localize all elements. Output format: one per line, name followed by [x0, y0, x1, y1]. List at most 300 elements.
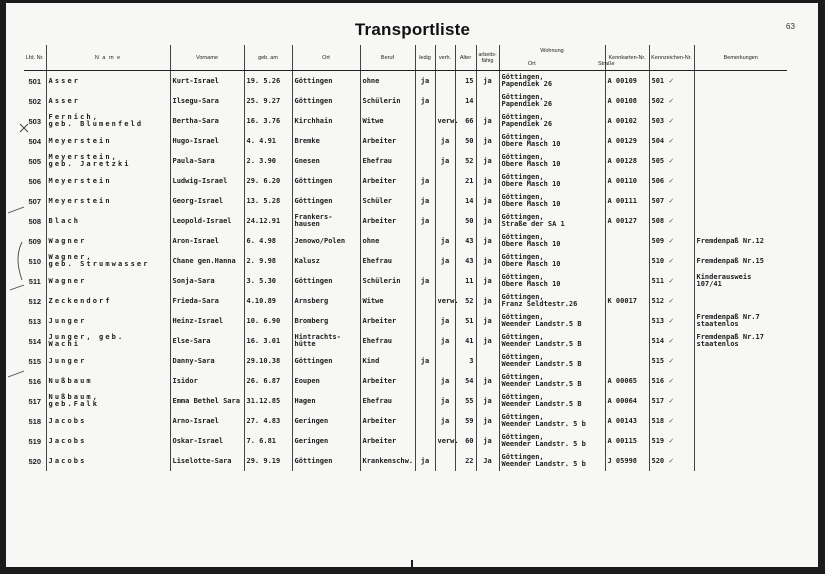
row-vorname: Kurt-Israel: [172, 76, 219, 85]
page-number: 63: [786, 22, 795, 31]
row-alter: 43: [465, 236, 474, 245]
row-verh: verw.: [437, 436, 459, 445]
row-geb-am: 29. 6.20: [246, 176, 281, 185]
row-number: 505: [28, 156, 41, 166]
row-wohnung: Göttingen,: [501, 132, 544, 141]
row-beruf: Arbeiter: [362, 176, 397, 185]
row-arbeitsfaehig: ja: [483, 136, 492, 145]
row-kennkarte: A 00109: [607, 76, 638, 85]
row-wohnung: Göttingen,: [501, 192, 544, 201]
row-wohnung: Göttingen,: [501, 172, 544, 181]
row-arbeitsfaehig: ja: [483, 436, 492, 445]
row-arbeitsfaehig: Ja: [483, 456, 492, 465]
table-row: [24, 371, 787, 391]
row-ort: Bremke: [294, 136, 320, 145]
header-verh: verh.: [435, 45, 455, 71]
row-number: 507: [28, 196, 41, 206]
row-geb-am: 2. 3.90: [246, 156, 277, 165]
row-verh: ja: [440, 376, 450, 385]
table-row: [24, 71, 787, 92]
row-kennzeichen: 520: [651, 456, 665, 465]
row-number: 510: [28, 256, 41, 266]
row-vorname: Georg-Israel: [172, 196, 224, 205]
row-wohnung-line2: Straße der SA 1: [501, 220, 565, 228]
row-alter: 52: [465, 296, 474, 305]
row-alter: 22: [465, 456, 474, 465]
row-verh: verw.: [437, 296, 459, 305]
row-geb-am: 6. 4.98: [246, 236, 277, 245]
row-ort-line2: hausen: [294, 220, 320, 228]
row-ort: Gnesen: [294, 156, 320, 165]
row-beruf: Arbeiter: [362, 136, 397, 145]
row-vorname: Bertha-Sara: [172, 116, 219, 125]
row-bemerkung: Kinderausweis: [696, 272, 752, 281]
row-number: 509: [28, 236, 41, 246]
row-beruf: ohne: [362, 236, 380, 245]
row-geb-am: 4. 4.91: [246, 136, 277, 145]
row-verh: ja: [440, 156, 450, 165]
row-wohnung: Göttingen,: [501, 152, 544, 161]
row-ledig: ja: [420, 216, 430, 225]
row-wohnung-line2: Weender Landstr. 5 b: [501, 460, 586, 468]
header-wohnung-ort: Ort: [528, 61, 536, 67]
header-name: N a m e: [46, 45, 170, 71]
scan-edge-top: [0, 0, 825, 3]
row-geb-am: 29.10.38: [246, 356, 281, 365]
row-verh: ja: [440, 336, 450, 345]
row-wohnung: Göttingen,: [501, 292, 544, 301]
row-vorname: Ludwig-Israel: [172, 176, 228, 185]
row-wohnung-line2: Weender Landstr.5 B: [501, 360, 582, 368]
row-kennzeichen: 515: [651, 356, 665, 365]
row-name-line2: geb. Blumenfeld: [48, 120, 144, 128]
table-row: [24, 111, 787, 131]
row-arbeitsfaehig: ja: [483, 156, 492, 165]
check-mark-icon: ✓: [668, 76, 675, 85]
row-name-line2: geb. Jaretzki: [48, 160, 131, 168]
row-ort: Göttingen: [294, 176, 333, 185]
table-row: [24, 431, 787, 451]
header-vorname: Vorname: [170, 45, 244, 71]
row-alter: 55: [465, 396, 474, 405]
row-beruf: Ehefrau: [362, 156, 393, 165]
row-number: 508: [28, 216, 41, 226]
row-kennzeichen: 501: [651, 76, 665, 85]
row-ort: Göttingen: [294, 276, 333, 285]
row-vorname: Sonja-Sara: [172, 276, 215, 285]
row-wohnung: Göttingen,: [501, 332, 544, 341]
row-name-line2: geb.Falk: [48, 400, 100, 408]
row-arbeitsfaehig: ja: [483, 416, 492, 425]
row-ort: Göttingen: [294, 76, 333, 85]
header-geb-am: geb. am: [244, 45, 292, 71]
row-kennzeichen: 502: [651, 96, 665, 105]
row-vorname: Emma Bethel Sara: [172, 396, 240, 405]
row-name: Wagner: [48, 276, 87, 285]
row-geb-am: 25. 9.27: [246, 96, 281, 105]
table-row: [24, 191, 787, 211]
row-wohnung: Göttingen,: [501, 392, 544, 401]
row-vorname: Heinz-Israel: [172, 316, 224, 325]
row-alter: 21: [465, 176, 474, 185]
header-kennkarten: Kennkarten-Nr.: [605, 45, 649, 71]
row-wohnung: Göttingen,: [501, 212, 544, 221]
row-arbeitsfaehig: ja: [483, 336, 492, 345]
row-verh: verw.: [437, 116, 459, 125]
row-vorname: Paula-Sara: [172, 156, 215, 165]
row-wohnung: Göttingen,: [501, 432, 544, 441]
row-kennzeichen: 518: [651, 416, 665, 425]
check-mark-icon: ✓: [668, 176, 675, 185]
row-kennzeichen: 505: [651, 156, 665, 165]
row-number: 503: [28, 116, 41, 126]
row-ledig: ja: [420, 196, 430, 205]
check-mark-icon: ✓: [668, 316, 675, 325]
row-ort: Geringen: [294, 416, 329, 425]
row-ledig: ja: [420, 356, 430, 365]
row-name: Wagner: [48, 236, 87, 245]
row-wohnung: Göttingen,: [501, 252, 544, 261]
row-beruf: Witwe: [362, 116, 384, 125]
row-kennkarte: A 00115: [607, 436, 638, 445]
row-geb-am: 13. 5.28: [246, 196, 281, 205]
row-name: Wagner,: [48, 252, 93, 261]
row-bemerkung: Fremdenpaß Nr.12: [696, 236, 764, 245]
row-arbeitsfaehig: ja: [483, 256, 492, 265]
row-bemerkung: Fremdenpaß Nr.17: [696, 332, 764, 341]
row-geb-am: 27. 4.83: [246, 416, 281, 425]
row-wohnung: Göttingen,: [501, 452, 544, 461]
row-ort: Göttingen: [294, 456, 333, 465]
row-vorname: Else-Sara: [172, 336, 211, 345]
row-wohnung-line2: Obere Masch 10: [501, 280, 561, 288]
row-vorname: Isidor: [172, 376, 198, 385]
row-verh: ja: [440, 136, 450, 145]
check-mark-icon: ✓: [668, 156, 675, 165]
row-ledig: ja: [420, 176, 430, 185]
row-kennkarte: A 00110: [607, 176, 638, 185]
check-mark-icon: ✓: [668, 376, 675, 385]
table-body: [24, 71, 787, 472]
row-arbeitsfaehig: ja: [483, 76, 492, 85]
row-wohnung: Göttingen,: [501, 372, 544, 381]
row-arbeitsfaehig: ja: [483, 216, 492, 225]
row-ort: Jenowo/Polen: [294, 236, 346, 245]
row-name: Fernich,: [48, 112, 100, 121]
row-wohnung: Göttingen,: [501, 412, 544, 421]
row-kennzeichen: 510: [651, 256, 665, 265]
row-name: Jacobs: [48, 436, 87, 445]
row-name: Jacobs: [48, 416, 87, 425]
table-row: [24, 411, 787, 431]
row-kennzeichen: 516: [651, 376, 665, 385]
check-mark-icon: ✓: [668, 196, 675, 205]
row-name-line2: Wachi: [48, 340, 81, 348]
row-kennzeichen: 508: [651, 216, 665, 225]
row-alter: 51: [465, 316, 474, 325]
row-arbeitsfaehig: ja: [483, 176, 492, 185]
row-wohnung-line2: Papendiek 26: [501, 120, 553, 128]
row-geb-am: 26. 6.87: [246, 376, 281, 385]
row-beruf: Ehefrau: [362, 396, 393, 405]
row-kennkarte: A 00108: [607, 96, 638, 105]
row-ledig: ja: [420, 456, 430, 465]
dash-mark-515: [8, 371, 24, 377]
header-kennzeichen: Kennzeichen-Nr.: [649, 45, 694, 71]
table-row: [24, 351, 787, 371]
row-bemerkung-line2: staatenlos: [696, 340, 739, 348]
row-arbeitsfaehig: ja: [483, 316, 492, 325]
header-wohnung-strasse: Straße: [598, 61, 615, 67]
row-verh: ja: [440, 416, 450, 425]
row-ort: Bromberg: [294, 316, 329, 325]
row-arbeitsfaehig: ja: [483, 116, 492, 125]
row-beruf: Kind: [362, 356, 380, 365]
table-row: [24, 231, 787, 251]
row-wohnung-line2: Franz Seldtestr.26: [501, 300, 578, 308]
row-number: 515: [28, 356, 41, 366]
row-name: Junger: [48, 316, 87, 325]
table-row: [24, 131, 787, 151]
table-row: [24, 451, 787, 471]
row-number: 519: [28, 436, 41, 446]
row-number: 506: [28, 176, 41, 186]
row-beruf: Schülerin: [362, 276, 401, 285]
row-arbeitsfaehig: ja: [483, 236, 492, 245]
row-alter: 14: [465, 196, 474, 205]
table-row: [24, 331, 787, 351]
row-ort: Kirchhain: [294, 116, 333, 125]
row-verh: ja: [440, 236, 450, 245]
row-alter: 3: [469, 356, 474, 365]
row-number: 516: [28, 376, 41, 386]
table-header-row: [24, 45, 787, 71]
row-name: Asser: [48, 76, 81, 85]
row-number: 517: [28, 396, 41, 406]
table-row: [24, 251, 787, 271]
row-name: Meyerstein,: [48, 152, 118, 161]
check-mark-icon: ✓: [668, 356, 675, 365]
check-mark-icon: ✓: [668, 436, 675, 445]
check-mark-icon: ✓: [668, 396, 675, 405]
row-geb-am: 3. 5.30: [246, 276, 277, 285]
row-geb-am: 24.12.91: [246, 216, 281, 225]
row-kennzeichen: 511: [651, 276, 665, 285]
row-arbeitsfaehig: ja: [483, 376, 492, 385]
row-geb-am: 7. 6.81: [246, 436, 277, 445]
row-geb-am: 16. 3.76: [246, 116, 281, 125]
row-ort: Kalusz: [294, 256, 320, 265]
row-ort: Eoupen: [294, 376, 320, 385]
row-beruf: ohne: [362, 76, 380, 85]
row-kennkarte: A 00127: [607, 216, 638, 225]
row-vorname: Hugo-Israel: [172, 136, 219, 145]
row-wohnung-line2: Weender Landstr.5 B: [501, 320, 582, 328]
row-alter: 11: [465, 276, 474, 285]
row-wohnung-line2: Papendiek 26: [501, 80, 553, 88]
row-name-line2: geb. Strumwasser: [48, 260, 150, 268]
row-beruf: Ehefrau: [362, 256, 393, 265]
row-number: 504: [28, 136, 41, 146]
header-arbeitsfaehig: arbeits- fähig: [476, 45, 499, 71]
row-beruf: Schülerin: [362, 96, 401, 105]
row-name: Nußbaum: [48, 376, 93, 385]
row-wohnung-line2: Obere Masch 10: [501, 180, 561, 188]
row-kennkarte: A 00129: [607, 136, 638, 145]
table-row: [24, 91, 787, 111]
row-alter: 15: [465, 76, 474, 85]
row-bemerkung: Fremdenpaß Nr.7: [696, 312, 760, 321]
dash-mark-511: [10, 285, 24, 290]
header-wohnung: [499, 45, 605, 71]
row-wohnung-line2: Weender Landstr. 5 b: [501, 440, 586, 448]
check-mark-icon: ✓: [668, 216, 675, 225]
row-alter: 50: [465, 216, 474, 225]
row-wohnung: Göttingen,: [501, 92, 544, 101]
row-bemerkung: Fremdenpaß Nr.15: [696, 256, 764, 265]
row-arbeitsfaehig: ja: [483, 396, 492, 405]
row-wohnung: Göttingen,: [501, 352, 544, 361]
table-row: [24, 211, 787, 231]
row-vorname: Arno-Israel: [172, 416, 219, 425]
row-alter: 41: [465, 336, 474, 345]
header-lfd: Lfd. Nr.: [24, 45, 46, 71]
row-kennzeichen: 519: [651, 436, 665, 445]
row-arbeitsfaehig: ja: [483, 276, 492, 285]
scan-edge-right: [818, 0, 825, 574]
row-kennzeichen: 507: [651, 196, 665, 205]
row-ort-line2: hütte: [294, 340, 316, 348]
row-beruf: Arbeiter: [362, 216, 397, 225]
header-wohnung-label: Wohnung: [540, 48, 564, 54]
check-mark-icon: ✓: [668, 256, 675, 265]
row-wohnung: Göttingen,: [501, 232, 544, 241]
row-name: Jacobs: [48, 456, 87, 465]
row-number: 514: [28, 336, 41, 346]
check-mark-icon: ✓: [668, 296, 675, 305]
row-kennkarte: A 00064: [607, 396, 638, 405]
row-geb-am: 29. 9.19: [246, 456, 281, 465]
row-beruf: Witwe: [362, 296, 384, 305]
row-alter: 54: [465, 376, 474, 385]
row-kennzeichen: 506: [651, 176, 665, 185]
row-alter: 52: [465, 156, 474, 165]
row-kennzeichen: 512: [651, 296, 665, 305]
row-kennzeichen: 514: [651, 336, 665, 345]
row-kennkarte: A 00128: [607, 156, 638, 165]
row-ort: Göttingen: [294, 356, 333, 365]
row-wohnung-line2: Weender Landstr.5 B: [501, 380, 582, 388]
row-kennkarte: K 00017: [607, 296, 638, 305]
row-kennzeichen: 503: [651, 116, 665, 125]
table-row: [24, 291, 787, 311]
check-mark-icon: ✓: [668, 336, 675, 345]
row-vorname: Ilsegu-Sara: [172, 96, 219, 105]
row-vorname: Frieda-Sara: [172, 296, 219, 305]
table-row: [24, 151, 787, 171]
table-row: [24, 171, 787, 191]
row-name: Blach: [48, 216, 81, 225]
row-beruf: Ehefrau: [362, 336, 393, 345]
page-title: Transportliste: [354, 20, 471, 39]
row-beruf: Arbeiter: [362, 436, 397, 445]
row-kennzeichen: 509: [651, 236, 665, 245]
row-kennzeichen: 513: [651, 316, 665, 325]
row-verh: ja: [440, 396, 450, 405]
row-kennkarte: A 00111: [607, 196, 638, 205]
row-beruf: Arbeiter: [362, 416, 397, 425]
row-wohnung: Göttingen,: [501, 312, 544, 321]
row-wohnung: Göttingen,: [501, 72, 544, 81]
row-vorname: Liselotte-Sara: [172, 456, 232, 465]
row-name: Junger, geb.: [48, 332, 125, 341]
row-wohnung-line2: Obere Masch 10: [501, 240, 561, 248]
row-beruf: Krankenschw.: [362, 456, 414, 465]
transport-table: [24, 45, 787, 471]
row-name: Meyerstein: [48, 196, 112, 205]
row-vorname: Chane gen.Hanna: [172, 256, 236, 265]
row-name: Meyerstein: [48, 136, 112, 145]
row-alter: 66: [465, 116, 474, 125]
row-wohnung-line2: Weender Landstr. 5 b: [501, 420, 586, 428]
row-wohnung-line2: Papendiek 26: [501, 100, 553, 108]
row-number: 512: [28, 296, 41, 306]
check-mark-icon: ✓: [668, 416, 675, 425]
row-bemerkung-line2: staatenlos: [696, 320, 739, 328]
check-mark-icon: ✓: [668, 136, 675, 145]
row-kennzeichen: 517: [651, 396, 665, 405]
row-geb-am: 31.12.85: [246, 396, 281, 405]
row-wohnung-line2: Obere Masch 10: [501, 140, 561, 148]
row-beruf: Arbeiter: [362, 316, 397, 325]
row-kennkarte: A 00102: [607, 116, 638, 125]
row-alter: 43: [465, 256, 474, 265]
row-arbeitsfaehig: ja: [483, 196, 492, 205]
row-alter: 59: [465, 416, 474, 425]
row-wohnung-line2: Obere Masch 10: [501, 260, 561, 268]
header-alter: Alter: [455, 45, 476, 71]
row-name: Meyerstein: [48, 176, 112, 185]
header-beruf: Beruf: [360, 45, 415, 71]
row-number: 502: [28, 96, 41, 106]
bracket-mark-509-510: [18, 242, 22, 280]
row-geb-am: 2. 9.98: [246, 256, 277, 265]
table-row: [24, 311, 787, 331]
row-geb-am: 4.10.89: [246, 296, 277, 305]
row-kennzeichen: 504: [651, 136, 665, 145]
row-name: Junger: [48, 356, 87, 365]
row-vorname: Aron-Israel: [172, 236, 219, 245]
scan-edge-left: [0, 0, 6, 574]
row-vorname: Leopold-Israel: [172, 216, 232, 225]
row-ort: Hagen: [294, 396, 316, 405]
row-number: 513: [28, 316, 41, 326]
header-ledig: ledig: [415, 45, 435, 71]
row-ledig: ja: [420, 276, 430, 285]
table-row: [24, 271, 787, 291]
row-ort: Hintrachts-: [294, 332, 341, 341]
row-ort: Geringen: [294, 436, 329, 445]
check-mark-icon: ✓: [668, 236, 675, 245]
row-wohnung-line2: Obere Masch 10: [501, 160, 561, 168]
header-ort: Ort: [292, 45, 360, 71]
row-alter: 60: [465, 436, 474, 445]
row-wohnung-line2: Weender Landstr.5 B: [501, 340, 582, 348]
row-kennkarte: J 05998: [607, 456, 638, 465]
row-geb-am: 10. 6.90: [246, 316, 281, 325]
row-kennkarte: A 00143: [607, 416, 638, 425]
row-geb-am: 16. 3.01: [246, 336, 281, 345]
